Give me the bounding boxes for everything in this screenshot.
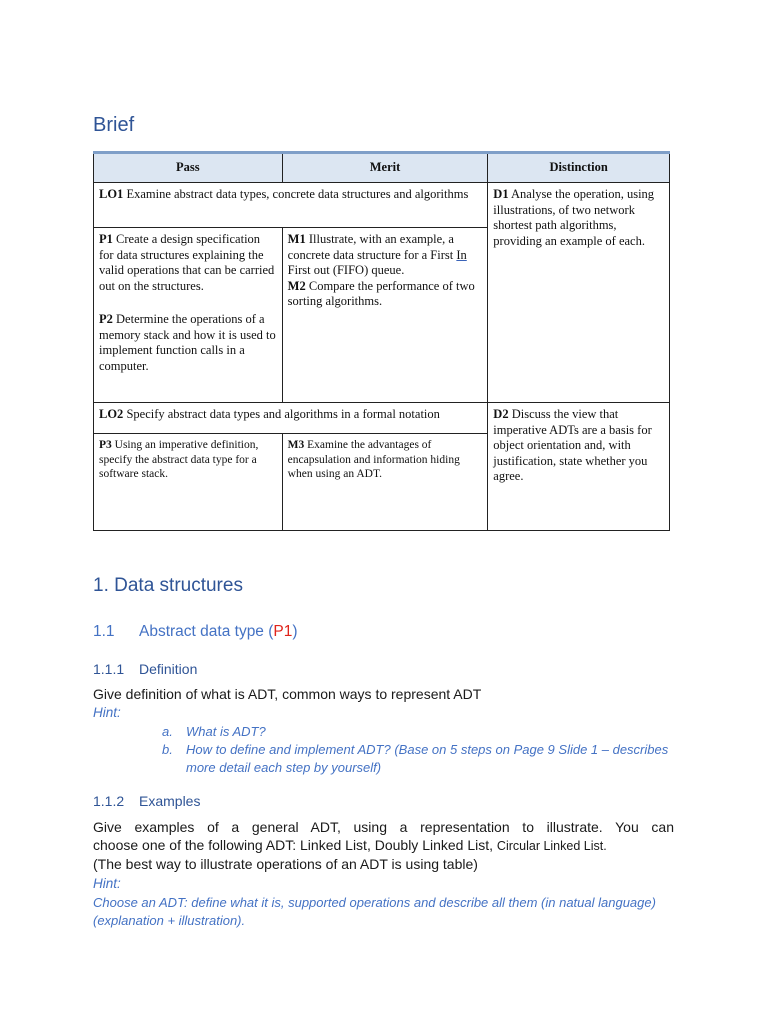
d1-cell xyxy=(488,183,670,403)
hint-item: b. How to define and implement ADT? (Base on 5 steps on Page 9 Slide 1 – describes more detail each step by yourself) xyxy=(162,742,669,775)
d2-text: Discuss the view that imperative ADTs are a basis for object orientation and, with justification, state whether you agree. xyxy=(493,407,652,483)
section-1-1-heading: 1.1 Abstract data type (P1) xyxy=(93,623,298,640)
lo1-code: LO1 xyxy=(99,187,124,201)
lo1-cell xyxy=(94,183,488,228)
header-merit: Merit xyxy=(282,153,488,183)
section-1-heading: 1. Data structures xyxy=(93,575,243,596)
m1-criterion: M1 Illustrate, with an example, a concrete data structure for a First In First out (FIFO) queue. xyxy=(287,232,467,277)
d1-text: Analyse the operation, using illustrations, of two network shortest path algorithms, providing an example of each. xyxy=(493,187,655,248)
section-1-1-2-heading: 1.1.2 Examples xyxy=(93,793,201,809)
lo2-cell xyxy=(94,403,488,434)
m3-cell: M3 Examine the advantages of encapsulation and information hiding when using an ADT. xyxy=(282,434,488,531)
lo2-code: LO2 xyxy=(99,407,124,421)
examples-instruction-line-2: choose one of the following ADT: Linked List, Doubly Linked List, Circular Linked List. xyxy=(93,837,607,853)
header-pass: Pass xyxy=(94,153,283,183)
definition-hint-label: Hint: xyxy=(93,705,121,720)
d1-code: D1 xyxy=(493,187,509,201)
lo1-text: Examine abstract data types, concrete data structures and algorithms xyxy=(123,187,469,201)
examples-hint-text: Choose an ADT: define what it is, supported operations and describe all them (in natual language) (explanation + illustration). xyxy=(93,895,656,928)
p1-p2-cell xyxy=(94,228,283,403)
definition-instruction: Give definition of what is ADT, common ways to represent ADT xyxy=(93,686,482,702)
p1-criterion: P1 Create a design specification for data structures explaining the valid operations that can be carried out on the structures. xyxy=(99,232,275,293)
p3-cell: P3 Using an imperative definition, specify the abstract data type for a software stack. xyxy=(94,434,283,531)
p2-criterion: P2 Determine the operations of a memory stack and how it is used to implement function calls in a computer. xyxy=(99,312,276,373)
definition-hint-list xyxy=(162,723,672,777)
m2-criterion: M2 Compare the performance of two sorting algorithms. xyxy=(287,278,475,308)
assessment-criteria-table xyxy=(93,151,670,531)
brief-heading: Brief xyxy=(93,114,135,136)
section-1-1-1-heading: 1.1.1 Definition xyxy=(93,661,198,677)
lo2-text: Specify abstract data types and algorithms in a formal notation xyxy=(123,407,440,421)
examples-hint-label: Hint: xyxy=(93,876,121,891)
header-distinction: Distinction xyxy=(488,153,670,183)
d2-cell xyxy=(488,403,670,531)
examples-instruction-line-3: (The best way to illustrate operations of an ADT is using table) xyxy=(93,856,478,872)
d2-code: D2 xyxy=(493,407,509,421)
examples-instruction-line-1: Give examples of a general ADT, using a representation to illustrate. You can xyxy=(93,819,674,835)
m1-m2-cell xyxy=(282,228,488,403)
hint-item: a. What is ADT? xyxy=(162,724,266,739)
